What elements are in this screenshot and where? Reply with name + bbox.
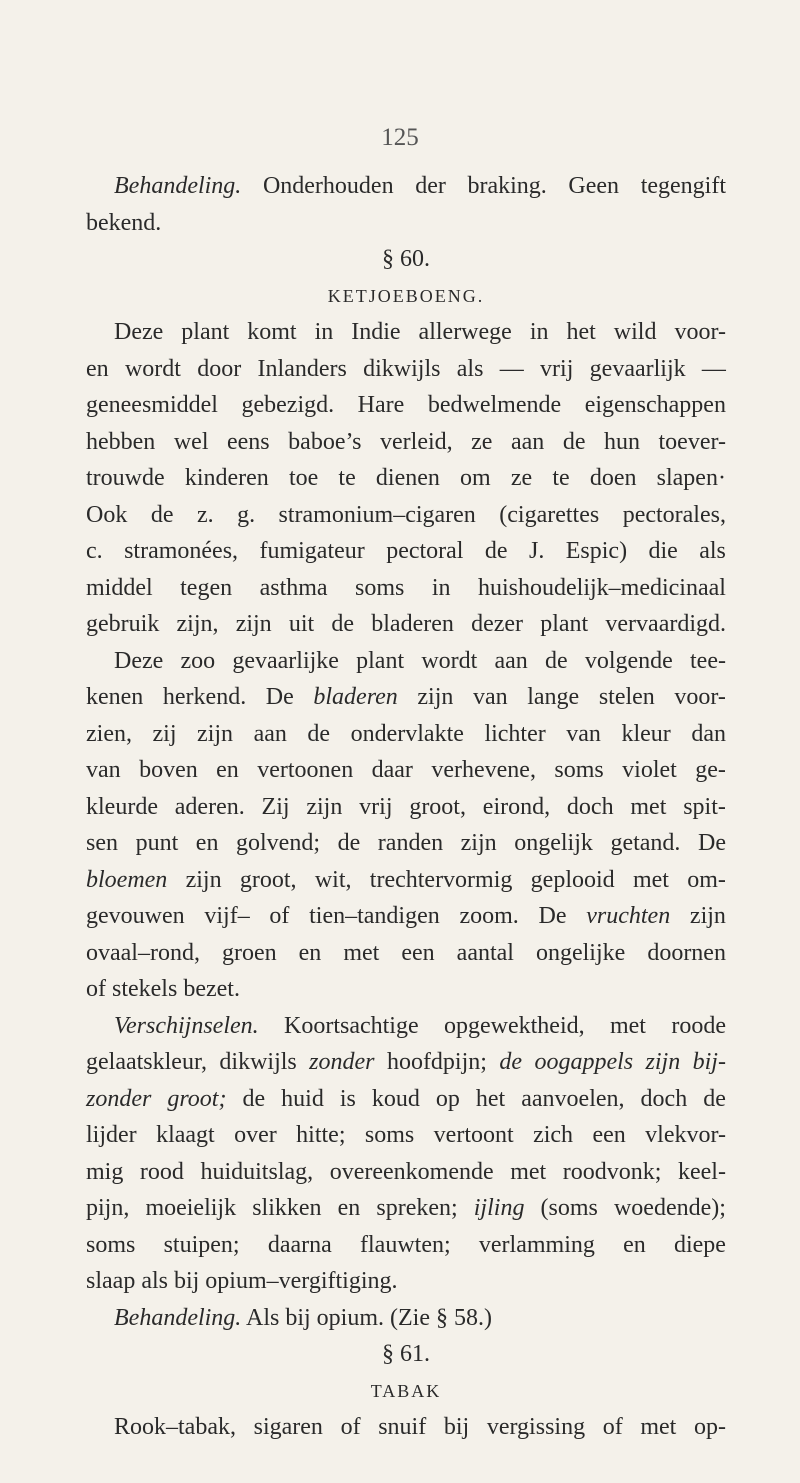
word: de	[337, 830, 361, 856]
word: dikwijls	[363, 355, 441, 382]
text-line	[86, 679, 726, 716]
word: —	[701, 355, 726, 382]
word: getand.	[610, 830, 681, 856]
word: Rook–tabak,	[114, 1414, 236, 1440]
word: aan	[494, 647, 528, 674]
word: van	[566, 720, 601, 747]
word: hun	[603, 428, 640, 455]
word: verhevene,	[431, 757, 536, 783]
text-line	[86, 935, 726, 972]
word: ge-	[695, 757, 726, 783]
word: tee-	[690, 647, 726, 674]
word: verlamming	[478, 1231, 595, 1258]
text-run: § 60.	[382, 246, 430, 272]
word: Ook	[86, 501, 128, 528]
section-number	[86, 1336, 726, 1373]
word: wordt	[421, 647, 478, 674]
text-line	[86, 971, 726, 1008]
word: dezer	[471, 611, 524, 637]
word: vijf–	[204, 903, 250, 929]
word: met	[632, 866, 669, 893]
word: ijling	[473, 1195, 525, 1221]
word: en	[195, 830, 219, 856]
word: ovaal–rond,	[86, 939, 200, 966]
word: door	[197, 355, 242, 382]
word: De	[265, 684, 294, 710]
word: spreken;	[376, 1195, 458, 1221]
word: slapen·	[656, 465, 726, 491]
word: (soms	[540, 1195, 598, 1221]
text-line	[86, 789, 726, 826]
word: zijn	[197, 720, 234, 747]
word: om	[460, 465, 491, 491]
word: die	[648, 538, 678, 564]
text-line	[86, 424, 726, 461]
word: Koortsachtige	[284, 1012, 419, 1039]
word: hebben	[86, 428, 156, 455]
text-line	[86, 497, 726, 534]
word: J.	[528, 538, 545, 564]
word: de	[484, 538, 508, 564]
word: aan	[253, 720, 287, 747]
word: aan	[510, 428, 545, 455]
word: herkend.	[162, 684, 247, 710]
word: of	[269, 903, 290, 929]
word: middel	[86, 574, 153, 601]
word: en	[623, 1231, 646, 1258]
word: Zij	[261, 793, 290, 820]
word: Deze	[114, 319, 164, 345]
word: vertoonen	[257, 757, 354, 783]
word: wild	[613, 319, 657, 345]
word: violet	[622, 757, 677, 783]
word: boven	[139, 757, 198, 783]
word: vertoont	[433, 1122, 514, 1148]
text-line	[86, 1227, 726, 1264]
word: wel	[173, 428, 209, 455]
word: de	[331, 611, 355, 637]
word: aanvoelen,	[521, 1085, 625, 1112]
word: en	[86, 355, 109, 382]
word: huiduitslag,	[200, 1158, 314, 1185]
word: als	[699, 538, 726, 564]
word: trouwde	[86, 465, 165, 491]
word: in	[431, 574, 451, 601]
word: ongelijke	[535, 939, 626, 966]
word: doch	[640, 1085, 688, 1112]
word: roodvonk;	[562, 1158, 662, 1185]
word: kinderen	[184, 465, 269, 491]
word: zijn	[460, 830, 497, 856]
word: soms	[86, 1231, 136, 1258]
word: mig	[86, 1158, 124, 1185]
word: keel-	[677, 1158, 726, 1185]
word: vrij	[540, 355, 574, 382]
word: trechtervormig	[369, 866, 513, 893]
word: doch	[566, 793, 614, 820]
word: der	[415, 173, 446, 199]
word: klaagt	[156, 1122, 215, 1148]
word: groot,	[409, 793, 466, 820]
word: De	[538, 903, 567, 929]
word: in	[314, 319, 334, 345]
word: verleid,	[380, 428, 453, 455]
word: Inlanders	[257, 355, 347, 382]
word: vrij	[359, 793, 393, 820]
word: slikken	[252, 1195, 322, 1221]
word: dan	[691, 720, 726, 747]
word: daar	[371, 757, 413, 783]
word: de	[703, 1085, 726, 1112]
word: groot;	[167, 1085, 227, 1112]
text-line	[86, 1081, 726, 1118]
word: ze	[510, 465, 533, 491]
word: Onderhouden	[262, 173, 394, 199]
word: braking.	[467, 173, 547, 199]
word: c.	[86, 538, 103, 564]
word: uit	[288, 611, 315, 637]
word: Geen	[568, 173, 620, 199]
word: pectorales,	[622, 501, 726, 528]
word: en	[216, 757, 239, 783]
word: op-	[694, 1414, 726, 1440]
word: als	[456, 355, 484, 382]
word: zijn	[689, 903, 726, 929]
word: z.	[196, 501, 214, 528]
word: een	[401, 939, 435, 966]
word: gevouwen	[86, 903, 185, 929]
word: voor-	[674, 319, 726, 345]
word: kleur	[621, 720, 671, 747]
word: het	[475, 1085, 506, 1112]
word: met	[640, 1414, 677, 1440]
word: komt	[247, 319, 297, 345]
word: zijn	[235, 611, 272, 637]
word: stramonées,	[124, 538, 239, 564]
word: kleurde	[86, 793, 158, 820]
word: Verschijnselen.	[114, 1012, 259, 1039]
word: tegengift	[640, 173, 726, 199]
word: gebruik	[86, 611, 160, 637]
word: aderen.	[174, 793, 245, 820]
word: te	[338, 465, 356, 491]
text-line	[86, 205, 726, 242]
word: zijn	[645, 1049, 681, 1075]
word: zoo	[180, 647, 216, 674]
word: huid	[281, 1085, 324, 1112]
word: opgewektheid,	[443, 1012, 585, 1039]
word: soms	[554, 757, 604, 783]
text-run: of stekels bezet.	[86, 976, 240, 1002]
word: oogappels	[534, 1049, 634, 1075]
word: sigaren	[253, 1414, 323, 1440]
text-run: Behandeling.	[114, 1304, 242, 1331]
word: zijn	[185, 866, 222, 893]
word: (cigarettes	[499, 501, 600, 528]
body-text	[86, 168, 726, 1446]
text-run: bekend.	[86, 209, 162, 236]
word: bladeren	[371, 611, 454, 637]
text-line	[86, 351, 726, 388]
word: doornen	[647, 939, 726, 966]
word: bladeren	[313, 684, 398, 710]
word: wordt	[124, 355, 181, 382]
word: bloemen	[86, 866, 168, 893]
word: bij	[443, 1414, 470, 1440]
text-line	[86, 1117, 726, 1154]
word: punt	[135, 830, 179, 856]
text-line	[86, 1008, 726, 1045]
section-heading	[86, 278, 726, 315]
word: groen	[221, 939, 277, 966]
word: plant	[181, 319, 230, 345]
word: pijn,	[86, 1195, 130, 1221]
word: ze	[471, 428, 493, 455]
word: randen	[377, 830, 444, 856]
word: zij	[152, 720, 177, 747]
word: dienen	[375, 465, 440, 491]
word: groot,	[239, 866, 297, 893]
text-line	[86, 1263, 726, 1300]
word: met	[630, 793, 667, 820]
section-heading	[86, 1373, 726, 1410]
word: zoom.	[459, 903, 519, 929]
word: daarna	[267, 1231, 332, 1258]
text-run: TABAK	[370, 1380, 442, 1401]
text-line	[86, 643, 726, 680]
word: zien,	[86, 720, 132, 747]
text-line	[86, 1154, 726, 1191]
word: zijn,	[176, 611, 219, 637]
text-line	[86, 606, 726, 643]
word: baboe’s	[288, 428, 362, 455]
word: lijder	[86, 1122, 137, 1148]
word: tegen	[180, 574, 233, 601]
word: plant	[356, 647, 405, 674]
word: flauwten;	[360, 1231, 451, 1258]
word: hitte;	[296, 1122, 346, 1148]
text-line	[86, 825, 726, 862]
word: moeielijk	[145, 1195, 237, 1221]
word: g.	[237, 501, 256, 528]
word: overeenkomende	[329, 1158, 494, 1185]
word: eens	[227, 428, 270, 455]
word: te	[552, 465, 570, 491]
word: zonder	[86, 1085, 152, 1112]
word: de	[307, 720, 331, 747]
word: Deze	[114, 647, 164, 674]
word: van	[472, 684, 508, 710]
word: stelen	[598, 684, 655, 710]
text-run: slaap als bij opium–vergiftiging.	[86, 1268, 398, 1294]
word: vlekvor-	[645, 1122, 726, 1148]
text-line	[86, 570, 726, 607]
word: stuipen;	[163, 1231, 240, 1258]
word: geneesmiddel	[86, 392, 218, 418]
word: de	[545, 647, 568, 674]
word: toever-	[658, 428, 726, 455]
word: sen	[86, 830, 118, 856]
word: soms	[355, 574, 405, 601]
word: van	[86, 757, 121, 783]
word: eirond,	[482, 793, 551, 820]
word: lange	[527, 684, 580, 710]
text-line	[86, 1044, 726, 1081]
word: koud	[371, 1085, 420, 1112]
word: en	[337, 1195, 361, 1221]
word: allerwege	[418, 319, 512, 345]
word: huishoudelijk–medicinaal	[478, 574, 726, 601]
word: met	[343, 939, 380, 966]
word: de	[562, 428, 586, 455]
word: de	[499, 1049, 523, 1075]
text-run: KETJOEBOENG.	[327, 285, 485, 306]
page-number: 125	[381, 124, 419, 151]
word: Behandeling.	[114, 173, 242, 199]
word: woedende);	[613, 1195, 726, 1221]
text-run: Als bij opium. (Zie § 58.)	[241, 1304, 492, 1331]
text-line	[86, 752, 726, 789]
word: spit-	[683, 793, 726, 820]
word: roode	[671, 1012, 726, 1039]
word: gevaarlijk	[589, 355, 686, 382]
word: snuif	[378, 1414, 427, 1440]
text-line	[86, 1409, 726, 1446]
word: Hare	[357, 392, 405, 418]
word: de	[150, 501, 174, 528]
text-line	[86, 314, 726, 351]
word: met	[510, 1158, 547, 1185]
word: Espic)	[565, 538, 628, 564]
text-line	[86, 168, 726, 205]
word: zich	[533, 1122, 574, 1148]
word: zijn	[417, 684, 454, 710]
section-number	[86, 241, 726, 278]
word: het	[566, 319, 596, 345]
text-line	[86, 533, 726, 570]
word: De	[697, 830, 726, 856]
word: stramonium–cigaren	[278, 501, 476, 528]
word: vergissing	[486, 1414, 586, 1440]
word: zijn	[306, 793, 343, 820]
text-line	[86, 898, 726, 935]
word: gelaatskleur,	[86, 1049, 207, 1075]
text-run: § 61.	[382, 1341, 430, 1367]
word: over	[234, 1122, 277, 1148]
word: kenen	[86, 684, 144, 710]
word: —	[499, 355, 524, 382]
text-line	[86, 716, 726, 753]
text-line	[86, 1190, 726, 1227]
word: of	[340, 1414, 361, 1440]
word: bij-	[692, 1049, 726, 1075]
word: in	[529, 319, 549, 345]
text-line	[86, 460, 726, 497]
word: dikwijls	[219, 1049, 297, 1075]
word: aantal	[456, 939, 514, 966]
word: de	[242, 1085, 266, 1112]
word: soms	[364, 1122, 415, 1148]
word: zonder	[309, 1049, 375, 1075]
word: toe	[288, 465, 319, 491]
word: eigenschappen	[584, 392, 726, 418]
word: lichter	[484, 720, 546, 747]
word: plant	[540, 611, 589, 637]
text-line	[86, 1300, 726, 1337]
word: is	[339, 1085, 356, 1112]
word: doen	[589, 465, 637, 491]
word: om-	[687, 866, 726, 893]
word: gevaarlijke	[232, 647, 339, 674]
text-line	[86, 387, 726, 424]
word: vruchten	[586, 903, 671, 929]
word: voor-	[674, 684, 726, 710]
word: met	[609, 1012, 646, 1039]
word: ongelijk	[514, 830, 593, 856]
word: gebezigd.	[241, 392, 335, 418]
word: op	[435, 1085, 460, 1112]
word: golvend;	[236, 830, 321, 856]
word: tien–tandigen	[309, 903, 440, 929]
word: rood	[139, 1158, 184, 1185]
word: wit,	[314, 866, 352, 893]
text-line	[86, 862, 726, 899]
word: diepe	[673, 1231, 726, 1258]
word: bedwelmende	[427, 392, 562, 418]
word: asthma	[259, 574, 328, 601]
word: ondervlakte	[350, 720, 464, 747]
word: of	[602, 1414, 623, 1440]
word: hoofdpijn;	[386, 1049, 487, 1075]
word: Indie	[351, 319, 401, 345]
word: fumigateur	[259, 538, 365, 564]
word: pectoral	[386, 538, 464, 564]
word: volgende	[584, 647, 673, 674]
word: en	[298, 939, 322, 966]
word: een	[592, 1122, 626, 1148]
word: geplooid	[530, 866, 615, 893]
word: vervaardigd.	[605, 611, 726, 637]
